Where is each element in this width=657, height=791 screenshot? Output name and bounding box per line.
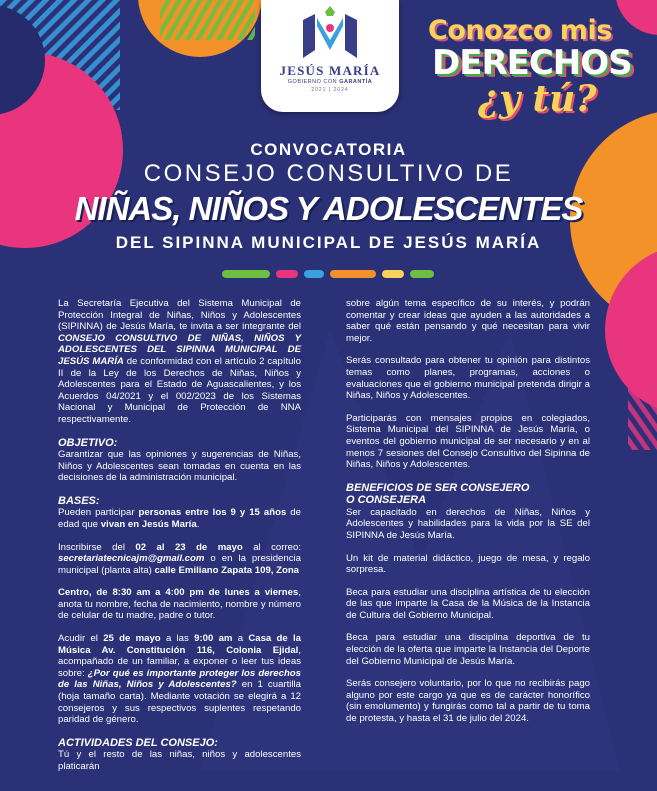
- beneficio-3: Beca para estudiar una disciplina artística de tu elección de las que imparte la Casa de la Música de la Instancia de Cultura del Gobierno Municipal.: [346, 586, 590, 621]
- pink-circle-top-right: [615, 0, 657, 35]
- heading-convocatoria: CONVOCATORIA: [250, 140, 407, 159]
- right-column: [346, 298, 590, 736]
- divider-orange: [330, 270, 376, 278]
- participaras-text: Participarás con mensajes propios en colegiados, Sistema Municipal del SIPINNA de Jesús María, o eventos del gobierno municipal de ser necesario y en al menos 7 sesiones del Consejo Consultivo del Sipinna de Niñas, Niños y Adolescentes.: [346, 412, 590, 471]
- logo-years: 2021 | 2024: [311, 87, 349, 93]
- divider-blue: [304, 270, 324, 278]
- intro-paragraph: La Secretaría Ejecutiva del Sistema Municipal de Protección Integral de Niñas, Niños y Adolescentes (SIPINNA) de Jesús María, te invita a ser integrante del CONSEJO CONSULTIVO DE NIÑAS, NIÑOS Y ADOLESCENTES DEL SIPINNA MUNICIPAL DE JESÚS MARÍA de conformidad con el artículo 2 capítulo II de la Ley de los Derechos de Niñas, Niños y Adolescentes para el Estado de Aguascalientes, y los Acuerdos 04/2021 y el 002/2023 de los Sistemas Nacional y Municipal de Protección de NNA respectivamente.: [58, 298, 301, 425]
- consultado-text: Serás consultado para obtener tu opinión para distintos temas como planes, programas, acciones o evaluaciones que el gobierno municipal pretenda dirigir a Niñas, Niños y Adolescentes.: [346, 355, 590, 402]
- logo-subtitle: GOBIERNO CON GARANTÍA: [287, 79, 373, 85]
- stripes-top-center: [160, 0, 255, 40]
- horario-text: Centro, de 8:30 am a 4:00 pm de lunes a viernes, anota tu nombre, fecha de nacimiento, nombre y número de celular de tu madre, padre o tutor.: [58, 587, 301, 622]
- inscripcion-text: Inscribirse del 02 al 23 de mayo al correo: secretariatecnicajm@gmail.com o en la presidencia municipal (planta alta) calle Emiliano Zapata 109, Zona: [58, 541, 301, 576]
- acudir-text: Acudir el 25 de mayo a las 9:00 am a Casa de la Música Av. Constitución 116, Colonia Ejidal, acompañado de un familiar, a exponer o leer tus ideas sobre: ¿Por qué es importante proteger los derechos de las Niñas, Niños y Adolescentes? en 1 cuartilla (hoja tamaño carta). Mediante votación se elegirá a 12 consejeros y sus respectivos suplentes respetando paridad de género.: [58, 633, 301, 726]
- beneficios-heading-2: O CONSEJERA: [346, 494, 427, 507]
- beneficio-1: Ser capacitado en derechos de Niñas, Niños y Adolescentes y habilidades para la vida por la SE del SIPINNA de Jesús María.: [346, 506, 590, 541]
- beneficios-heading-1: BENEFICIOS DE SER CONSEJERO: [346, 481, 530, 494]
- bases-heading: BASES:: [58, 494, 100, 507]
- beneficio-4: Beca para estudiar una disciplina deportiva de tu elección de la oferta que imparte la Instancia del Deporte del Gobierno Municipal de Jesús María.: [346, 632, 590, 667]
- left-column: [58, 298, 301, 784]
- heading-consejo: CONSEJO CONSULTIVO DE: [143, 160, 514, 187]
- actividades-heading: ACTIVIDADES DEL CONSEJO:: [58, 736, 218, 749]
- divider-yellow: [382, 270, 404, 278]
- divider-green-2: [410, 270, 434, 278]
- beneficio-2: Un kit de material didáctico, juego de mesa, y regalo sorpresa.: [346, 552, 590, 576]
- bases-text: Pueden participar personas entre los 9 y 15 años de edad que vivan en Jesús María.: [58, 507, 301, 530]
- stripes-right: [628, 330, 657, 450]
- actividades-continued: sobre algún tema específico de su interés, y podrán comentar y crear ideas que ayuden a las autoridades a saber qué están pensando y qué necesitan para vivir mejor.: [346, 298, 590, 344]
- logo-name: JESÚS MARÍA: [279, 63, 381, 78]
- divider-pink: [276, 270, 298, 278]
- jesus-maria-emblem-icon: [295, 6, 365, 62]
- heading-ninos: NIÑAS, NIÑOS Y ADOLESCENTES: [74, 190, 583, 227]
- beneficio-5: Serás consejero voluntario, por lo que no recibirás pago alguno por este cargo ya que es de carácter honorífico (sin emolumento) y fungirás como tal a partir de tu toma de protesta, y hasta el 31 de julio del 2024.: [346, 678, 590, 725]
- divider-green: [222, 270, 270, 278]
- slogan-line-3: ¿y tú?: [478, 78, 597, 120]
- actividades-text: Tú y el resto de las niñas, niños y adolescentes platicarán: [58, 749, 301, 772]
- heading-sipinna: DEL SIPINNA MUNICIPAL DE JESÚS MARÍA: [115, 233, 542, 252]
- slogan-line-1: Conozco mis: [428, 15, 612, 46]
- email-link[interactable]: secretariatecnicajm@gmail.com: [58, 553, 205, 565]
- objetivo-text: Garantizar que las opiniones y sugerencias de Niñas, Niños y Adolescentes sean tomadas en cuenta en las decisiones de la administración municipal.: [58, 449, 301, 484]
- objetivo-heading: OBJETIVO:: [58, 436, 118, 449]
- municipal-logo: [261, 0, 399, 112]
- slogan-line-2: DERECHOS: [432, 43, 632, 83]
